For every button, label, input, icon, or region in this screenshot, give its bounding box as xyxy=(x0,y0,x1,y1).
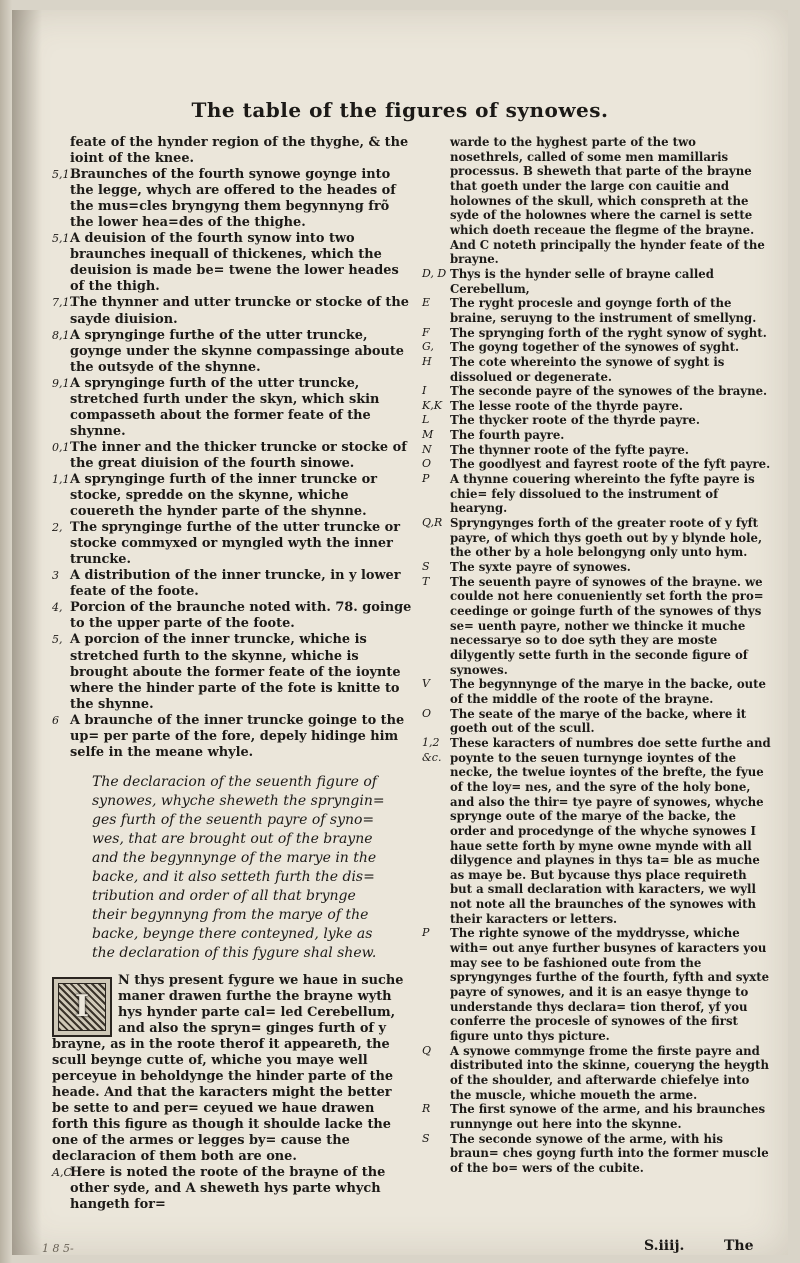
right-entry xyxy=(422,575,772,678)
entry-text: The begynnynge of the marye in the backe, oute of the middle of the roote of the brayne. xyxy=(450,677,766,706)
entry-text: The syxte payre of synowes. xyxy=(450,560,631,575)
right-entry xyxy=(422,677,772,706)
entry-text: The goodlyest and fayrest roote of the fyft payre. xyxy=(450,457,771,472)
entry-marker: G, xyxy=(422,340,434,354)
right-entry xyxy=(422,926,772,1043)
right-entry xyxy=(422,472,772,516)
entry-marker: 5,1. xyxy=(52,168,73,182)
entry-marker: 6 xyxy=(52,713,59,727)
entry-text: Spryngynges forth of the greater roote of y fyft payre, of which thys goeth out by y blynde hole, the other by a hole belongyng only unto hym. xyxy=(450,516,763,560)
entry-marker: 9,1 xyxy=(52,376,70,390)
left-entry xyxy=(52,135,412,167)
entry-text: Thys is the hynder selle of brayne called Cerebellum, xyxy=(450,266,714,296)
entry-text: The thynner roote of the fyfte payre. xyxy=(450,442,689,457)
page-title: The table of the figures of synowes. xyxy=(191,98,609,122)
entry-marker: 4, xyxy=(52,601,63,615)
entry-marker: F xyxy=(422,325,430,339)
entry-marker: R xyxy=(422,1102,431,1116)
entry-marker: M xyxy=(422,428,434,442)
right-entry xyxy=(422,736,772,927)
entry-marker: A,C xyxy=(52,1166,72,1180)
entry-text: A synowe commynge frome the firste payre and distributed into the skinne, coueryng the heygth of the shoulder, and afterwarde chiefelye into the muscle, whiche moueth the arme. xyxy=(450,1043,769,1102)
entry-text: The sprynging forth of the ryght synow of syght. xyxy=(450,325,767,340)
entry-marker: K,K xyxy=(422,398,442,412)
entry-text: The first synowe of the arme, and his braunches runnynge out here into the skynne. xyxy=(450,1102,766,1131)
entry-text: A porcion of the inner truncke, whiche is stretched furth to the skynne, whiche is brought aboute the former feate of the ioynte where the hinder parte of the fote is knitte to the shynne. xyxy=(70,632,401,712)
entry-text: The righte synowe of the myddrysse, whiche with= out anye further busynes of karacters you may see to be fashioned oute from the spryngynges furthe of the fourth, fyfth and syxte payre of synowes, and it is an easye thynge to understande thys declara= tion therof, yf you conferre the procesle of synowes of the first figure unto thys picture. xyxy=(450,926,770,1044)
entry-marker: D, D xyxy=(422,266,447,280)
entry-marker: Q,R xyxy=(422,516,443,530)
entry-text: A distribution of the inner truncke, in y lower feate of the foote. xyxy=(70,568,401,600)
right-entry xyxy=(422,1044,772,1103)
entry-marker: O xyxy=(422,706,432,720)
entry-text: feate of the hynder region of the thyghe, & the ioint of the knee. xyxy=(70,135,409,167)
closing-paragraph xyxy=(52,973,412,1166)
right-entry xyxy=(422,560,772,575)
scan-edge xyxy=(0,0,12,1263)
left-entry xyxy=(52,713,412,761)
entry-text: The seuenth payre of synowes of the brayne. we coulde not here conueniently set forth the pro= ceedinge or goinge furth of the synowes of thys se= uenth payre, nother we thincke it muche necessarye so to doe syth they are moste dilygently sette furth in the seconde figure of synowes. xyxy=(450,574,764,677)
entry-text: Here is noted the roote of the brayne of the other syde, and A sheweth hys parte whych hangeth for= xyxy=(70,1165,386,1213)
entry-marker: N xyxy=(422,442,432,456)
entry-text: The cote whereinto the synowe of syght is dissolued or degenerate. xyxy=(450,354,725,384)
woodcut-letter: I xyxy=(74,988,90,1024)
entry-text: The seconde synowe of the arme, with his braun= ches goyng furth into the former muscle of the bo= wers of the cubite. xyxy=(450,1131,769,1175)
woodcut-initial-icon xyxy=(52,977,112,1037)
entry-marker: V xyxy=(422,677,430,691)
entry-text: The seate of the marye of the backe, where it goeth out of the scull. xyxy=(450,706,747,736)
signature-mark: S.iiij. xyxy=(644,1238,685,1254)
figure-declaration: The declaracion of the seuenth figure of synowes, whyche sheweth the spryngin= ges furth of the seuenth payre of syno= wes, that are brought out of the brayne and the begynnynge of the marye in the backe, and it also setteth furth the dis= tribution and order of all that brynge their begynnyng from the marye of the backe, beynge there conteyned, lyke as the declaration of this fygure shal shew. xyxy=(92,773,385,961)
entry-text: The lesse roote of the thyrde payre. xyxy=(450,398,683,413)
right-entry xyxy=(422,267,772,296)
entry-text: A sprynginge furth of the utter truncke, stretched furth under the skyn, which skin compasseth about the former feate of the shynne. xyxy=(70,375,380,439)
entry-marker: O xyxy=(422,457,432,471)
right-entry xyxy=(422,707,772,736)
catchword: The xyxy=(724,1238,754,1254)
left-entry xyxy=(52,167,412,231)
left-entry xyxy=(52,600,412,632)
entry-marker: P xyxy=(422,472,430,486)
entry-marker: 0,1 xyxy=(52,440,70,454)
entry-marker: E xyxy=(422,296,431,310)
entry-text: The thynner and utter truncke or stocke of the sayde diuision. xyxy=(70,295,409,327)
entry-marker: 1,2 &c. xyxy=(422,735,442,764)
entry-marker: 5,1. xyxy=(52,232,73,246)
entry-text: A sprynginge furth of the inner truncke or stocke, spredde on the skynne, whiche couereth the hynder parte of the shynne. xyxy=(70,471,378,520)
right-entry xyxy=(422,443,772,458)
left-column xyxy=(52,135,412,1214)
entry-text: The sprynginge furthe of the utter truncke or stocke commyxed or myngled wyth the inner truncke. xyxy=(70,520,401,568)
left-entry xyxy=(52,1165,412,1213)
left-entry xyxy=(52,632,412,712)
entry-text: Braunches of the fourth synowe goynge into the legge, whych are offered to the heades of the mus=cles bryngyng them begynnyng frõ the lower hea=des of the thighe. xyxy=(70,167,396,231)
left-entry xyxy=(52,568,412,600)
book-page xyxy=(12,10,788,1255)
right-entry xyxy=(422,384,772,399)
entry-marker: 5, xyxy=(52,633,63,647)
right-entry xyxy=(422,516,772,560)
entry-marker: S xyxy=(422,1131,430,1145)
entry-text: A sprynginge furthe of the utter truncke, goynge under the skynne compassinge aboute the outsyde of the shynne. xyxy=(70,327,404,375)
closing-paragraph-text: N thys present fygure we haue in suche maner drawen furthe the brayne wyth hys hynder parte cal= led Cerebellum, and also the spryn= ginges furth of y brayne, as in the roote therof it appeareth, the scull beynge cutte of, whiche you maye well perceyue in beholdynge the hinder parte of the heade. And that the karacters might the better be sette to and per= ceyued we haue drawen forth this figure as though it shoulde lacke the one of the armes or legges by= cause the declaracion of them both are one. xyxy=(52,972,404,1165)
left-entry xyxy=(52,440,412,472)
entry-text: The thycker roote of the thyrde payre. xyxy=(450,413,700,428)
left-entry xyxy=(52,520,412,568)
entry-text: The inner and the thicker truncke or stocke of the great diuision of the fourth sinowe. xyxy=(70,439,407,471)
entry-marker: 2, xyxy=(52,521,63,535)
entry-marker: 7,1. xyxy=(52,296,73,310)
entry-marker: T xyxy=(422,574,430,588)
right-entry xyxy=(422,135,772,267)
right-entry xyxy=(422,428,772,443)
right-entry xyxy=(422,355,772,384)
entry-text: The fourth payre. xyxy=(450,428,565,443)
left-entry xyxy=(52,231,412,295)
left-entry xyxy=(52,472,412,520)
right-entry xyxy=(422,1132,772,1176)
entry-text: These karacters of numbres doe sette furthe and poynte to the seuen turnynge ioyntes of the necke, the twelue ioyntes of the brefte, the fyue of the loy= nes, and the syre of the holy bone, and also the thir= tye payre of synowes, whyche sprynge oute of the marye of the backe, the order and procedynge of the whyche synowes I haue sette forth by myne owne mynde with all dilygence and playnes in thys ta= ble as muche as maye be. But bycause thys place requireth but a small declaration with karacters, we wyll not note all the braunches of the synowes with their karacters or letters. xyxy=(450,735,771,926)
right-entry xyxy=(422,340,772,355)
entry-marker: 1,1 xyxy=(52,472,70,486)
entry-marker: 8,1. xyxy=(52,328,73,342)
entry-text: warde to the hyghest parte of the two nosethrels, called of some men mamillaris processus. B sheweth that parte of the brayne that goeth under the large con cauitie and holownes of the skull, which conspreth at the syde of the holownes where the carnel is sette which doeth receaue the flegme of the brayne. And C noteth principally the hynder feate of the brayne. xyxy=(450,135,765,267)
left-entry xyxy=(52,328,412,376)
entry-marker: Q xyxy=(422,1043,432,1057)
foot-note: 1 8 5- xyxy=(42,1242,74,1255)
gutter-shadow xyxy=(12,10,42,1255)
right-column xyxy=(422,135,772,1176)
right-entry xyxy=(422,296,772,325)
right-entry xyxy=(422,413,772,428)
right-entry xyxy=(422,326,772,341)
entry-marker: 3 xyxy=(52,569,59,583)
entry-text: Porcion of the braunche noted with. 78. goinge to the upper parte of the foote. xyxy=(70,600,412,632)
entry-text: The seconde payre of the synowes of the brayne. xyxy=(450,384,768,399)
entry-marker: H xyxy=(422,354,432,368)
entry-text: A deuision of the fourth synow into two braunches inequall of thickenes, which the deuision is made be= twene the lower heades of the thigh. xyxy=(70,231,399,295)
right-entry xyxy=(422,1102,772,1131)
left-entry xyxy=(52,376,412,440)
entry-marker: S xyxy=(422,560,430,574)
right-entry xyxy=(422,457,772,472)
entry-marker: L xyxy=(422,413,430,427)
entry-text: The ryght procesle and goynge forth of the braine, seruyng to the instrument of smellyng. xyxy=(450,296,757,325)
left-entry xyxy=(52,295,412,327)
entry-text: A braunche of the inner truncke goinge to the up= per parte of the fore, depely hidinge him selfe in the meane whyle. xyxy=(70,712,405,760)
entry-text: The goyng together of the synowes of syght. xyxy=(450,340,740,355)
entry-marker: I xyxy=(422,384,427,398)
entry-marker: P xyxy=(422,926,430,940)
right-entry xyxy=(422,399,772,414)
entry-text: A thynne couering whereinto the fyfte payre is chie= fely dissolued to the instrument of hearyng. xyxy=(450,472,755,516)
